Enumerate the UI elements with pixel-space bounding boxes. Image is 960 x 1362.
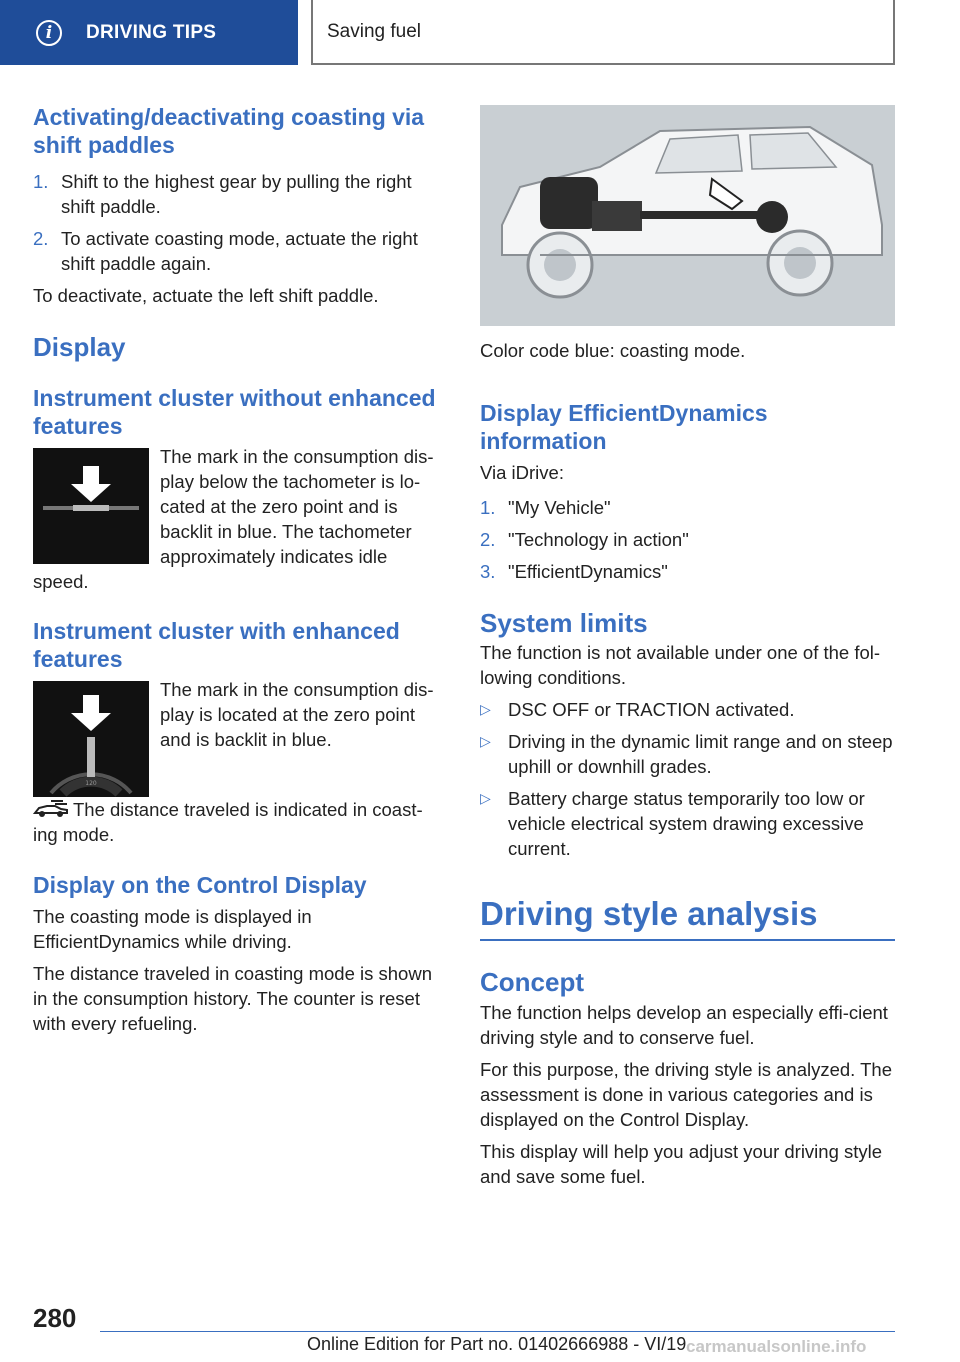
list-item: ▷ Driving in the dynamic limit range and on steep uphill or downhill grades. (480, 731, 893, 777)
header-tab (0, 0, 298, 65)
footer-rule (100, 1331, 895, 1332)
header-tab-label: DRIVING TIPS (86, 21, 217, 43)
cd-text2: The distance traveled in coasting mode is shown in the consumption history. The counter is reset with every refueling. (33, 963, 432, 1034)
car-illustration (480, 105, 895, 326)
ed-steps (480, 495, 895, 584)
coast-steps (33, 169, 447, 276)
page-number: 280 (33, 1303, 77, 1333)
concept-text1: The function helps develop an especially effi-cient driving style and to conserve fuel. (480, 1002, 888, 1048)
watermark: carmanualsonline.info (686, 1337, 867, 1356)
list-item: ▷ Battery charge status temporarily too low or vehicle electrical system drawing excessive current. (480, 788, 865, 859)
triangle-bullet-icon: ▷ (480, 733, 491, 749)
cd-text1: The coasting mode is displayed in EfficientDynamics while driving. (33, 906, 312, 952)
dsa-heading: Driving style analysis (480, 895, 818, 932)
concept-text3: This display will help you adjust your driving style and save some fuel. (480, 1141, 883, 1187)
ic-with-figure (33, 681, 149, 797)
list-item: ▷ DSC OFF or TRACTION activated. (480, 699, 795, 720)
left-column (33, 100, 447, 1036)
gauge-number: 120 (85, 780, 97, 787)
cd-heading: Display on the Control Display (33, 872, 367, 898)
header-section (311, 0, 895, 65)
triangle-bullet-icon: ▷ (480, 701, 491, 717)
header-section-label: Saving fuel (327, 20, 422, 42)
via-idrive: Via iDrive: (480, 462, 564, 483)
coasting-car-icon (33, 800, 69, 818)
list-item: 2. To activate coasting mode, actuate the right shift paddle again. (33, 228, 418, 274)
coast-heading: Activating/deactivating coasting via shift paddles (33, 104, 425, 158)
ic-with-block (33, 677, 447, 797)
car-drivetrain-figure (480, 105, 895, 326)
figure-caption: Color code blue: coasting mode. (480, 340, 746, 361)
concept-heading: Concept (480, 967, 584, 997)
limits-list (480, 697, 895, 861)
coast-note: To deactivate, actuate the left shift paddle. (33, 285, 379, 306)
distance-text: The distance traveled is indicated in coast-ing mode. (33, 799, 423, 845)
ed-heading: Display EfficientDynamics information (480, 400, 768, 454)
section-rule (480, 939, 895, 941)
list-item: 1. Shift to the highest gear by pulling the right shift paddle. (33, 171, 412, 217)
limits-intro: The function is not available under one of the fol-lowing conditions. (480, 642, 881, 688)
display-heading: Display (33, 332, 126, 362)
ic-without-text: The mark in the consumption dis-play below the tachometer is lo-cated at the zero point and is backlit in blue. The tachometer approximately indicates idle speed. (33, 446, 434, 592)
concept-text2: For this purpose, the driving style is analyzed. The assessment is done in various categories and is displayed on the Control Display. (480, 1059, 893, 1130)
list-item: 3. "EfficientDynamics" (480, 561, 668, 582)
footer-edition: Online Edition for Part no. 01402666988 - VI/19 (307, 1334, 687, 1354)
ic-without-figure (33, 448, 149, 564)
ic-with-heading: Instrument cluster with enhanced features (33, 618, 400, 672)
triangle-bullet-icon: ▷ (480, 790, 491, 806)
ic-with-text: The mark in the consumption dis-play is located at the zero point and is backlit in blue. (160, 679, 434, 750)
down-arrow-icon (33, 448, 149, 564)
list-item: 1. "My Vehicle" (480, 497, 611, 518)
ic-without-heading: Instrument cluster without enhanced features (33, 385, 436, 439)
right-column (480, 100, 895, 1189)
gauge-figure (33, 681, 149, 797)
ic-without-block (33, 444, 447, 594)
list-item: 2. "Technology in action" (480, 529, 689, 550)
info-icon: i (36, 20, 62, 46)
limits-heading: System limits (480, 608, 648, 638)
